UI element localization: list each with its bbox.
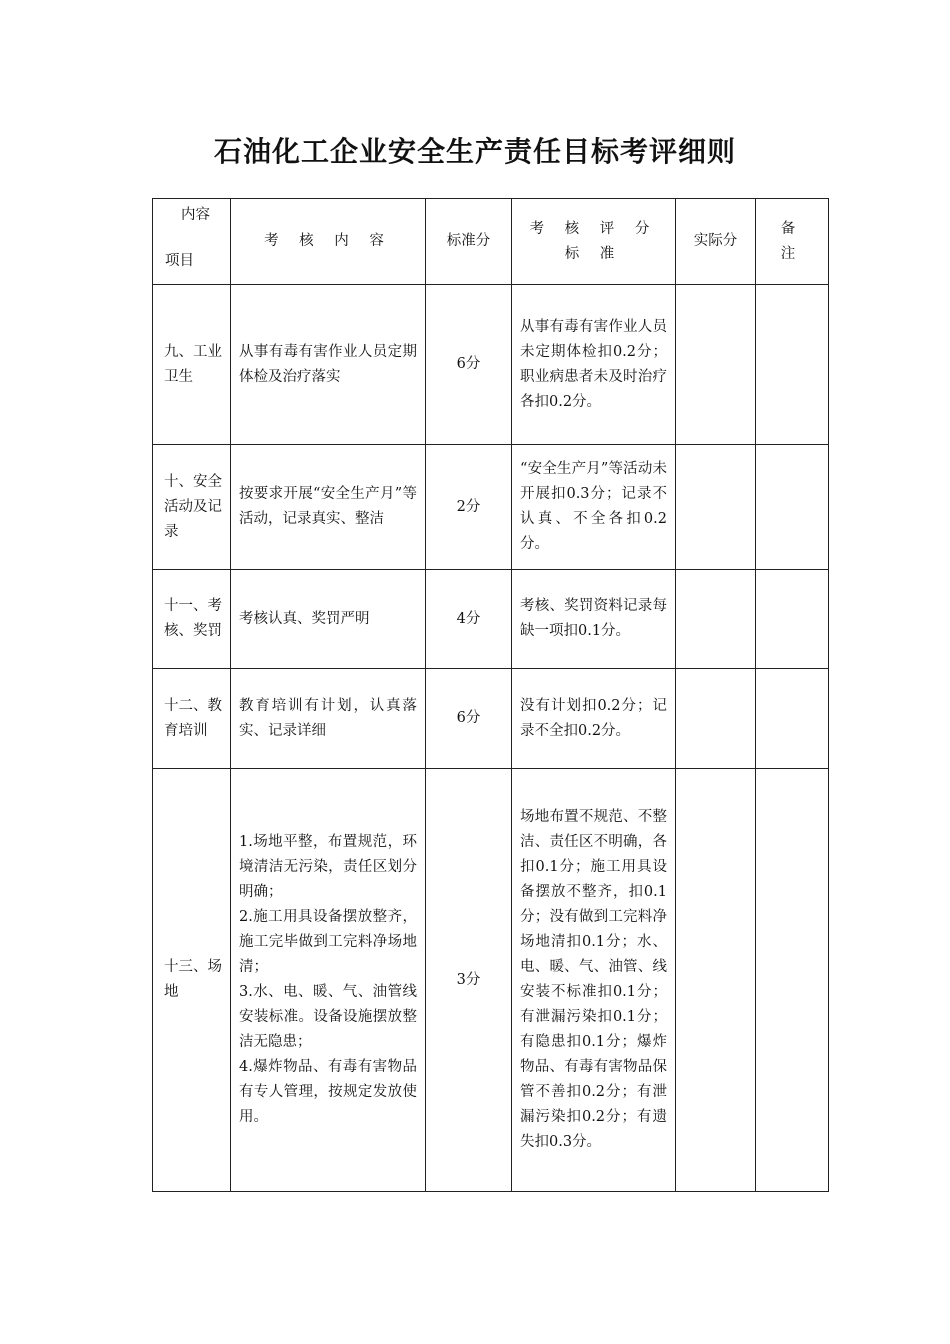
row-content [231, 769, 426, 1192]
row-criteria: 没有计划扣0.2分；记录不全扣0.2分。 [512, 669, 676, 769]
content-line: 2.施工用具设备摆放整齐，施工完毕做到工完料净场地清； [239, 909, 417, 975]
header-corner-cell [153, 199, 231, 285]
row-note[interactable] [756, 445, 829, 570]
row-item: 十二、教育培训 [153, 669, 231, 769]
content-line: 4.爆炸物品、有毒有害物品有专人管理，按规定发放使用。 [239, 1059, 417, 1125]
row-actual-score[interactable] [676, 570, 756, 669]
row-score: 4分 [426, 570, 512, 669]
table-row [153, 769, 829, 1192]
evaluation-table [152, 198, 829, 1192]
row-content: 教育培训有计划，认真落实、记录详细 [231, 669, 426, 769]
document-title: 石油化工企业安全生产责任目标考评细则 [213, 135, 736, 168]
row-content: 按要求开展“安全生产月”等活动，记录真实、整洁 [231, 445, 426, 570]
header-criteria: 考 核 评 分 标 准 [512, 199, 676, 285]
header-corner-content: 内容 [181, 207, 210, 223]
row-score: 2分 [426, 445, 512, 570]
row-criteria: 考核、奖罚资料记录每缺一项扣0.1分。 [512, 570, 676, 669]
header-actual: 实际分 [676, 199, 756, 285]
row-actual-score[interactable] [676, 445, 756, 570]
table-row [153, 285, 829, 445]
row-actual-score[interactable] [676, 769, 756, 1192]
row-criteria: 从事有毒有害作业人员未定期体检扣0.2分；职业病患者未及时治疗各扣0.2分。 [512, 285, 676, 445]
row-item: 十、安全活动及记录 [153, 445, 231, 570]
row-score: 6分 [426, 669, 512, 769]
table-row [153, 570, 829, 669]
header-content: 考 核 内 容 [231, 199, 426, 285]
header-corner-item: 项目 [165, 253, 194, 269]
row-criteria: “安全生产月”等活动未开展扣0.3分；记录不认真、不全各扣0.2分。 [512, 445, 676, 570]
header-score: 标准分 [426, 199, 512, 285]
row-score: 6分 [426, 285, 512, 445]
header-note: 备 注 [756, 199, 829, 285]
table-row [153, 445, 829, 570]
row-item: 十三、场地 [153, 769, 231, 1192]
row-actual-score[interactable] [676, 285, 756, 445]
row-score: 3分 [426, 769, 512, 1192]
table-row [153, 669, 829, 769]
row-note[interactable] [756, 769, 829, 1192]
row-content: 从事有毒有害作业人员定期体检及治疗落实 [231, 285, 426, 445]
row-actual-score[interactable] [676, 669, 756, 769]
row-item: 九、工业卫生 [153, 285, 231, 445]
content-line: 1.场地平整，布置规范，环境清洁无污染，责任区划分明确； [239, 834, 417, 900]
table-header-row [153, 199, 829, 285]
row-criteria: 场地布置不规范、不整洁、责任区不明确，各扣0.1分；施工用具设备摆放不整齐，扣0.1分；没有做到工完料净场地清扣0.1分；水、电、暖、气、油管、线安装不标准扣0.1分；有泄漏污染扣0.1分；有隐患扣0.1分；爆炸物品、有毒有害物品保管不善扣0.2分；有泄漏污染扣0.2分；有遗失扣0.3分。 [512, 769, 676, 1192]
row-item: 十一、考核、奖罚 [153, 570, 231, 669]
row-content: 考核认真、奖罚严明 [231, 570, 426, 669]
content-line: 3.水、电、暖、气、油管线安装标准。设备设施摆放整洁无隐患； [239, 984, 417, 1050]
row-note[interactable] [756, 669, 829, 769]
row-note[interactable] [756, 285, 829, 445]
row-note[interactable] [756, 570, 829, 669]
